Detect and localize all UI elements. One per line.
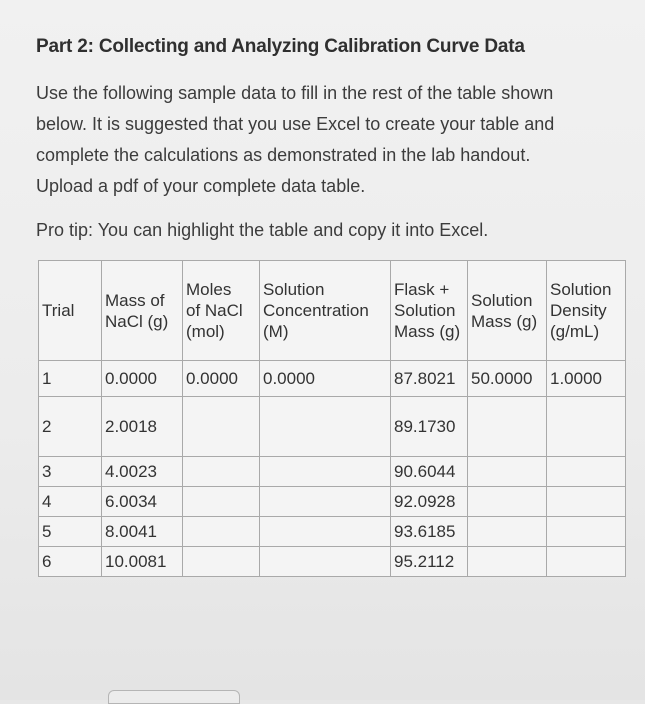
section-heading: Part 2: Collecting and Analyzing Calibration Curve Data [36,36,525,57]
cell-solution-mass[interactable] [468,457,547,487]
calibration-data-table[interactable] [38,260,626,577]
cell-flask-mass[interactable]: 89.1730 [391,397,468,457]
cell-solution-mass[interactable] [468,487,547,517]
table-header-row [39,261,626,361]
cell-flask-mass[interactable]: 93.6185 [391,517,468,547]
cell-moles[interactable] [183,517,260,547]
cell-mass[interactable]: 6.0034 [102,487,183,517]
instructions-line: complete the calculations as demonstrated in the lab handout. [36,145,531,165]
instructions-line: Use the following sample data to fill in the rest of the table shown [36,83,554,103]
cell-density[interactable] [547,517,626,547]
cell-moles[interactable] [183,457,260,487]
header-moles-nacl: Moles of NaCl (mol) [183,261,260,361]
cell-concentration[interactable] [260,397,391,457]
cell-trial[interactable]: 3 [39,457,102,487]
table-row [39,547,626,577]
table-row [39,517,626,547]
cell-moles[interactable]: 0.0000 [183,361,260,397]
cell-trial[interactable]: 6 [39,547,102,577]
cell-moles[interactable] [183,397,260,457]
upload-button-edge[interactable] [108,690,240,704]
cell-density[interactable]: 1.0000 [547,361,626,397]
header-solution-density: Solution Density (g/mL) [547,261,626,361]
table-row [39,397,626,457]
table-row [39,457,626,487]
cell-flask-mass[interactable]: 95.2112 [391,547,468,577]
cell-solution-mass[interactable] [468,547,547,577]
cell-concentration[interactable] [260,457,391,487]
header-flask-solution-mass: Flask + Solution Mass (g) [391,261,468,361]
cell-moles[interactable] [183,547,260,577]
cell-trial[interactable]: 5 [39,517,102,547]
cell-flask-mass[interactable]: 90.6044 [391,457,468,487]
cell-solution-mass[interactable] [468,397,547,457]
header-solution-mass: Solution Mass (g) [468,261,547,361]
cell-density[interactable] [547,547,626,577]
instructions-paragraph [36,78,626,202]
cell-concentration[interactable]: 0.0000 [260,361,391,397]
pro-tip: Pro tip: You can highlight the table and copy it into Excel. [36,220,489,240]
instructions-line: below. It is suggested that you use Excel to create your table and [36,114,555,134]
cell-moles[interactable] [183,487,260,517]
cell-trial[interactable]: 4 [39,487,102,517]
cell-flask-mass[interactable]: 87.8021 [391,361,468,397]
cell-mass[interactable]: 0.0000 [102,361,183,397]
cell-trial[interactable]: 1 [39,361,102,397]
instructions-line: Upload a pdf of your complete data table. [36,176,366,196]
cell-density[interactable] [547,487,626,517]
header-solution-concentration: Solution Concentration (M) [260,261,391,361]
cell-mass[interactable]: 4.0023 [102,457,183,487]
cell-concentration[interactable] [260,487,391,517]
cell-mass[interactable]: 10.0081 [102,547,183,577]
header-mass-nacl: Mass of NaCl (g) [102,261,183,361]
cell-density[interactable] [547,397,626,457]
cell-solution-mass[interactable]: 50.0000 [468,361,547,397]
cell-concentration[interactable] [260,547,391,577]
cell-concentration[interactable] [260,517,391,547]
cell-solution-mass[interactable] [468,517,547,547]
cell-flask-mass[interactable]: 92.0928 [391,487,468,517]
cell-mass[interactable]: 8.0041 [102,517,183,547]
table-row [39,487,626,517]
cell-trial[interactable]: 2 [39,397,102,457]
cell-density[interactable] [547,457,626,487]
cell-mass[interactable]: 2.0018 [102,397,183,457]
header-trial: Trial [39,261,102,361]
table-row [39,361,626,397]
